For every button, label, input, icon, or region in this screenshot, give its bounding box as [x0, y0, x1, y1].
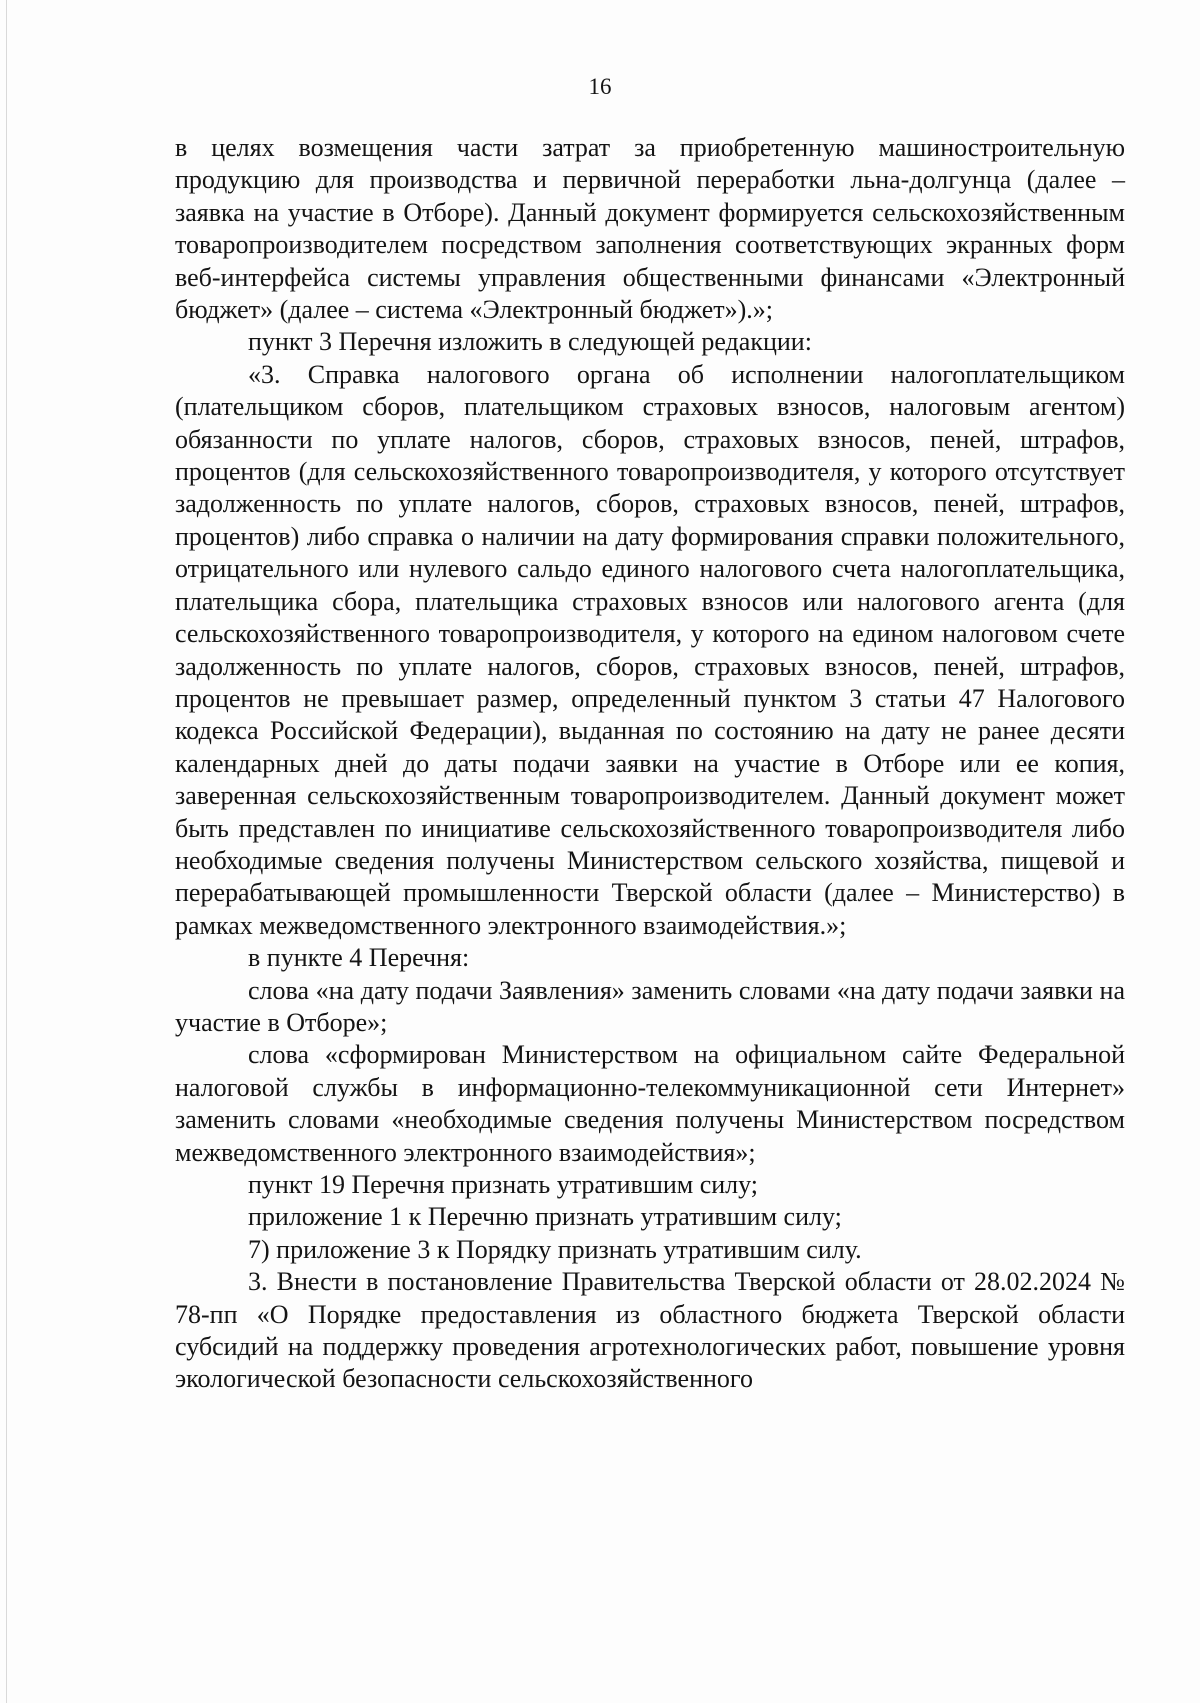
scan-edge-line: [6, 0, 7, 1703]
paragraph: 3. Внести в постановление Правительства Тверской области от 28.02.2024 № 78-пп «О Порядке предоставления из областного бюджета Тверской области субсидий на поддержку проведения агротехнологических работ, повышение уровня экологической безопасности сельскохозяйственного: [175, 1267, 1125, 1394]
paragraph: слова «сформирован Министерством на официальном сайте Федеральной налоговой службы в информационно-телекоммуникационной сети Интернет» заменить словами «необходимые сведения получены Министерством посредством межведомственного электронного взаимодействия»;: [175, 1040, 1125, 1167]
paragraph: приложение 1 к Перечню признать утратившим силу;: [248, 1202, 842, 1232]
paragraph: пункт 3 Перечня изложить в следующей редакции:: [248, 327, 812, 357]
paragraph: в пункте 4 Перечня:: [248, 943, 470, 973]
paragraph: слова «на дату подачи Заявления» заменить словами «на дату подачи заявки на участие в Отборе»;: [175, 975, 1125, 1037]
paragraph: в целях возмещения части затрат за приобретенную машиностроительную продукцию для производства и первичной переработки льна-долгунца (далее – заявка на участие в Отборе). Данный документ формируется сельскохозяйственным товаропроизводителем посредством заполнения соответствующих экранных форм веб-интерфейса системы управления общественными финансами «Электронный бюджет» (далее – система «Электронный бюджет»).»;: [175, 133, 1125, 325]
paragraph: «3. Справка налогового органа об исполнении налогоплательщиком (плательщиком сборов, плательщиком страховых взносов, налоговым агентом) обязанности по уплате налогов, сборов, страховых взносов, пеней, штрафов, процентов (для сельскохозяйственного товаропроизводителя, у которого отсутствует задолженность по уплате налогов, сборов, страховых взносов, пеней, штрафов, процентов) либо справка о наличии на дату формирования справки положительного, отрицательного или нулевого сальдо единого налогового счета налогоплательщика, плательщика сбора, плательщика страховых взносов или налогового агента (для сельскохозяйственного товаропроизводителя, у которого на едином налоговом счете задолженность по уплате налогов, сборов, страховых взносов, пеней, штрафов, процентов не превышает размер, определенный пунктом 3 статьи 47 Налогового кодекса Российской Федерации), выданная по состоянию на дату не ранее десяти календарных дней до даты подачи заявки на участие в Отборе или ее копия, заверенная сельскохозяйственным товаропроизводителем. Данный документ может быть представлен по инициативе сельскохозяйственного товаропроизводителя либо необходимые сведения получены Министерством сельского хозяйства, пищевой и перерабатывающей промышленности Тверской области (далее – Министерство) в рамках межведомственного электронного взаимодействия.»;: [175, 359, 1125, 940]
page-number: 16: [588, 74, 612, 99]
paragraph: пункт 19 Перечня признать утратившим силу;: [248, 1170, 759, 1199]
document-body: [175, 132, 1125, 1396]
paragraph: 7) приложение 3 к Порядку признать утратившим силу.: [248, 1234, 862, 1264]
